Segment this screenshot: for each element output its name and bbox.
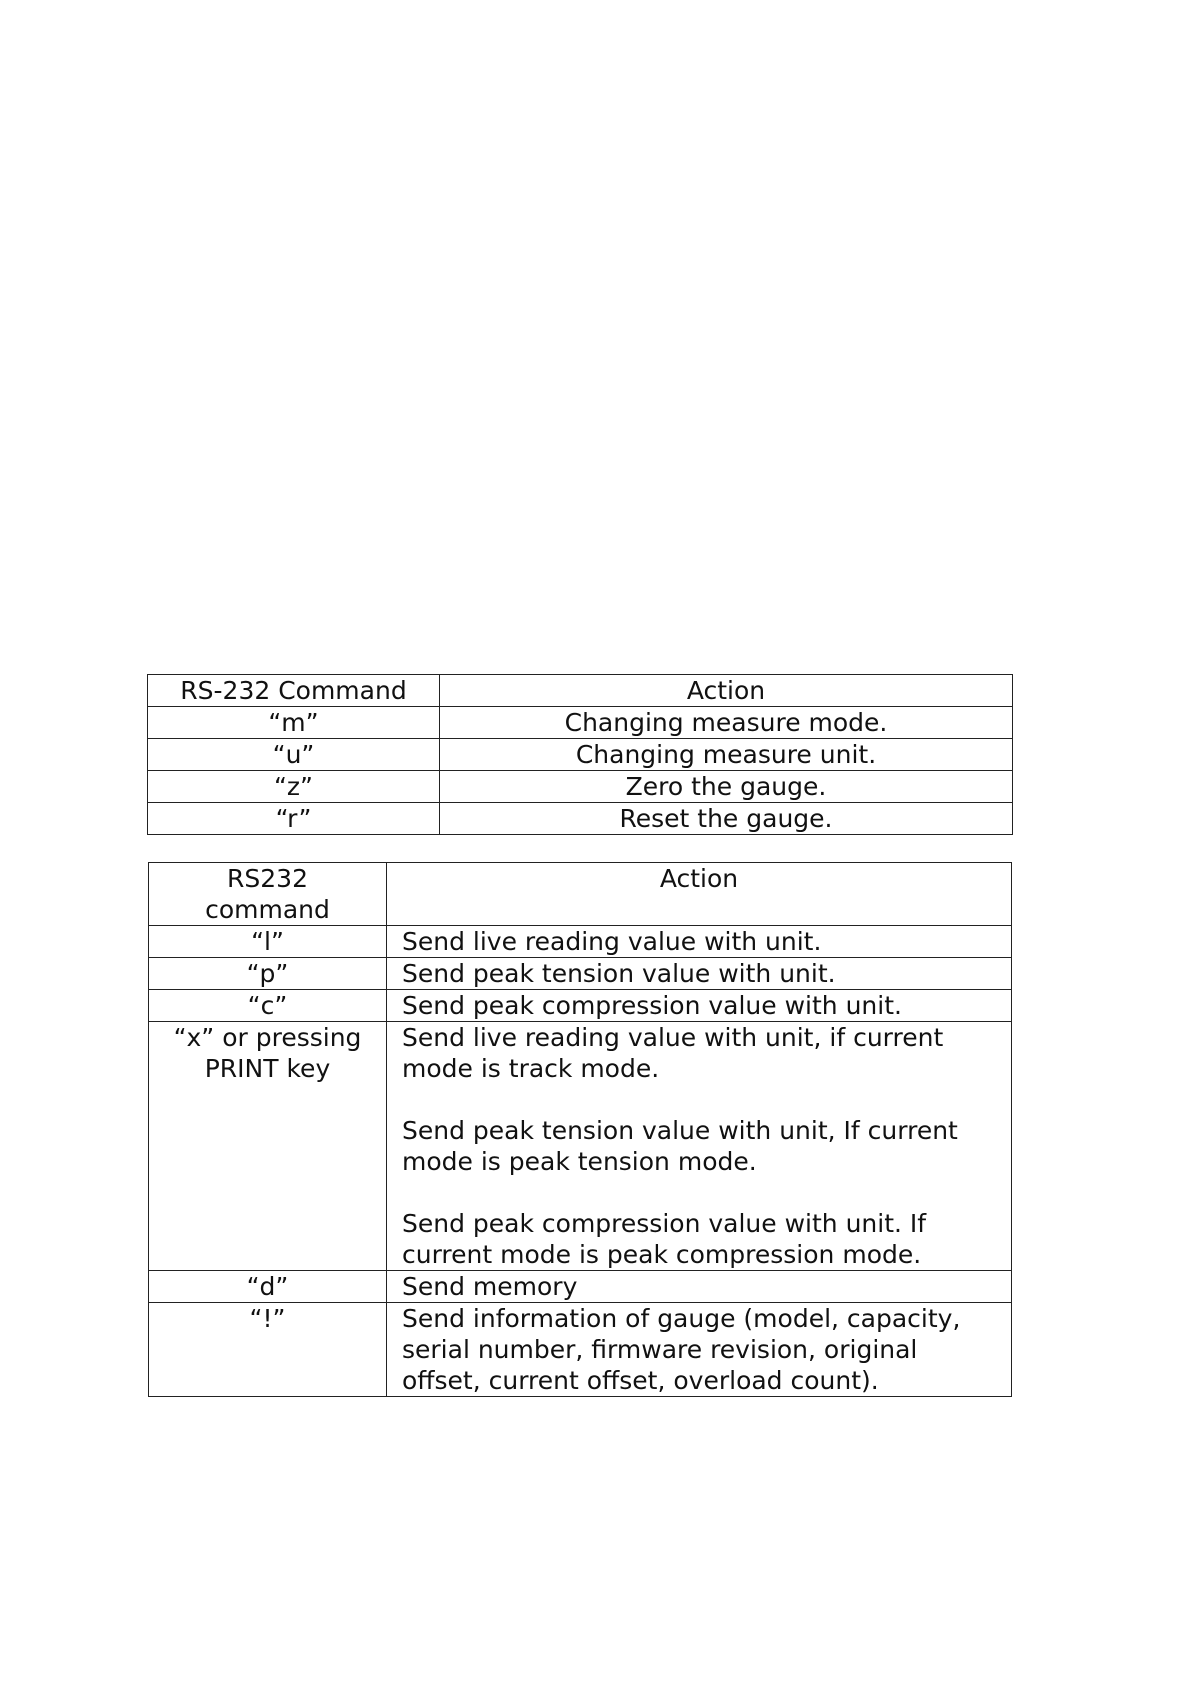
command-column-header: RS-232 Command [148, 675, 440, 707]
command-header-line: RS232 [227, 864, 308, 893]
command-cell: “z” [148, 771, 440, 803]
command-cell: “d” [149, 1271, 387, 1303]
action-paragraph: Send live reading value with unit, if current mode is track mode. [402, 1023, 944, 1083]
table-row [148, 803, 1013, 835]
action-column-header: Action [387, 863, 1012, 926]
action-cell: Send live reading value with unit. [387, 926, 1012, 958]
command-cell: “l” [149, 926, 387, 958]
rs232-command-table [147, 674, 1013, 835]
action-cell [387, 1022, 1012, 1271]
table-row [149, 1022, 1012, 1271]
action-cell: Send memory [387, 1271, 1012, 1303]
action-cell: Send peak tension value with unit. [387, 958, 1012, 990]
action-cell: Reset the gauge. [440, 803, 1013, 835]
table-row [149, 1303, 1012, 1397]
table-header-row [149, 863, 1012, 926]
command-line: “x” or pressing [173, 1023, 362, 1052]
command-cell: “r” [148, 803, 440, 835]
command-cell: “c” [149, 990, 387, 1022]
action-cell: Send information of gauge (model, capacity, serial number, firmware revision, original offset, current offset, overload count). [387, 1303, 1012, 1397]
table-row [148, 707, 1013, 739]
command-line: PRINT key [204, 1054, 331, 1083]
table-row [148, 771, 1013, 803]
action-column-header: Action [440, 675, 1013, 707]
action-cell: Send peak compression value with unit. [387, 990, 1012, 1022]
table-row [149, 958, 1012, 990]
action-cell: Zero the gauge. [440, 771, 1013, 803]
command-cell: “p” [149, 958, 387, 990]
table-row [148, 739, 1013, 771]
table-header-row [148, 675, 1013, 707]
command-cell: “u” [148, 739, 440, 771]
action-paragraph: Send peak tension value with unit, If current mode is peak tension mode. [402, 1116, 958, 1176]
table-row [149, 990, 1012, 1022]
action-cell: Changing measure unit. [440, 739, 1013, 771]
action-paragraph: Send peak compression value with unit. If current mode is peak compression mode. [402, 1209, 927, 1269]
command-column-header [149, 863, 387, 926]
command-cell: “!” [149, 1303, 387, 1397]
table-row [149, 1271, 1012, 1303]
command-cell [149, 1022, 387, 1271]
command-header-line: command [205, 895, 330, 924]
rs232-output-command-table [148, 862, 1012, 1397]
action-cell: Changing measure mode. [440, 707, 1013, 739]
command-cell: “m” [148, 707, 440, 739]
table-row [149, 926, 1012, 958]
